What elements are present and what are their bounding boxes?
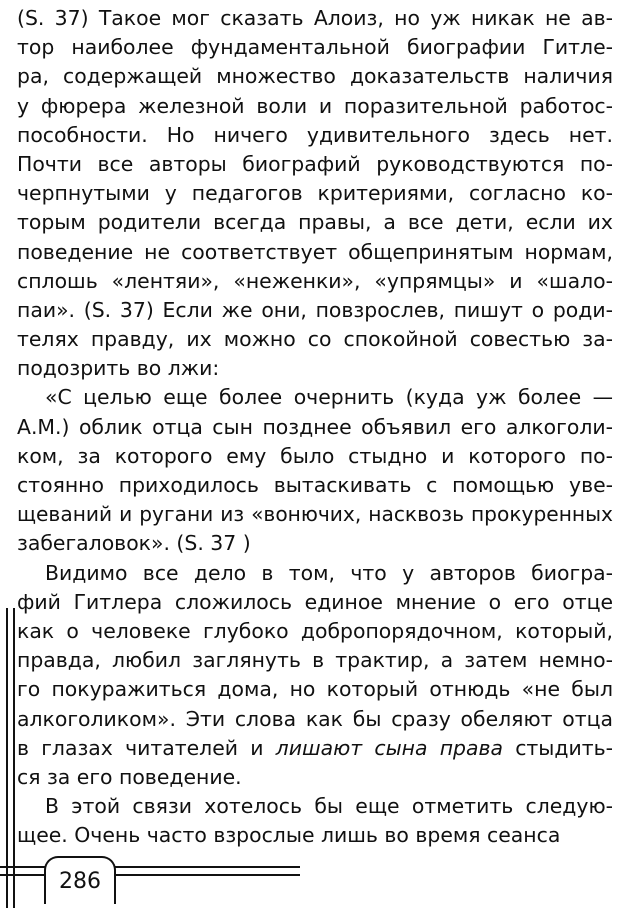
text-line: телях правду, их можно со спокойной совестью за- — [17, 327, 613, 352]
text-line: подозрить во лжи: — [17, 356, 220, 381]
text-line: А.М.) облик отца сын позднее объявил его алкоголи- — [17, 414, 613, 439]
text-line: пособности. Но ничего удивительного здесь нет. — [17, 122, 613, 147]
text-line: у фюрера железной воли и поразительной работос- — [17, 93, 613, 118]
text-line: ком, за которого ему было стыдно и которого по- — [17, 443, 613, 468]
text-line: забегаловок». (S. 37 ) — [17, 531, 251, 556]
text-line: торым родители всегда правы, а все дети, если их — [17, 210, 613, 235]
text-line: го покуражиться дома, но который отнюдь «не был — [17, 677, 613, 702]
text-line: как о человеке глубоко добропорядочном, который, — [17, 618, 613, 643]
paragraph — [17, 559, 613, 793]
text-line: ра, содержащей множество доказательств наличия — [17, 64, 613, 89]
paragraph — [17, 383, 613, 558]
text-line: сплошь «лентяи», «неженки», «упрямцы» и «шало- — [17, 268, 613, 293]
page-number-tab — [44, 856, 116, 904]
text-line: ся за его поведение. — [17, 764, 242, 789]
margin-mark-left — [6, 608, 8, 908]
text-line: фий Гитлера сложилось единое мнение о его отце — [17, 589, 613, 614]
text-line: стоянно приходилось вытаскивать с помощью уве- — [17, 473, 613, 497]
text-line — [17, 734, 613, 763]
text-line: поведение не соответствует общепринятым нормам, — [17, 239, 613, 264]
text-line: «С целью еще более очернить (куда уж более — — [45, 385, 613, 410]
page-number: 286 — [59, 869, 101, 894]
text-run: стыдить- — [502, 735, 613, 760]
text-line: (S. 37) Такое мог сказать Алоиз, но уж никак не ав- — [17, 6, 613, 30]
emphasized-text: лишают сына права — [275, 735, 503, 760]
text-line: алкоголиком». Эти слова как бы сразу обеляют отца — [17, 706, 613, 731]
paragraph — [17, 792, 613, 850]
text-line: щеваний и ругани из «вонючих, насквозь прокуренных — [17, 502, 613, 527]
text-line: тор наиболее фундаментальной биографии Гитле- — [17, 35, 613, 60]
body-text — [17, 4, 613, 850]
text-line: Почти все авторы биографий руководствуются по- — [17, 151, 613, 176]
text-line: В этой связи хотелось бы еще отметить следую- — [45, 794, 613, 819]
text-line: паи». (S. 37) Если же они, повзрослев, пишут о роди- — [17, 297, 613, 322]
text-line: черпнутыми у педагогов критериями, согласно ко- — [17, 181, 613, 206]
text-line: щее. Очень часто взрослые лишь во время сеанса — [17, 823, 561, 848]
paragraph — [17, 4, 613, 383]
margin-mark-right — [13, 608, 15, 908]
text-line: Видимо все дело в том, что у авторов биогра- — [45, 560, 613, 585]
text-run: в глазах читателей и — [17, 735, 276, 760]
text-line: правда, любил заглянуть в трактир, а затем немно- — [17, 648, 613, 673]
